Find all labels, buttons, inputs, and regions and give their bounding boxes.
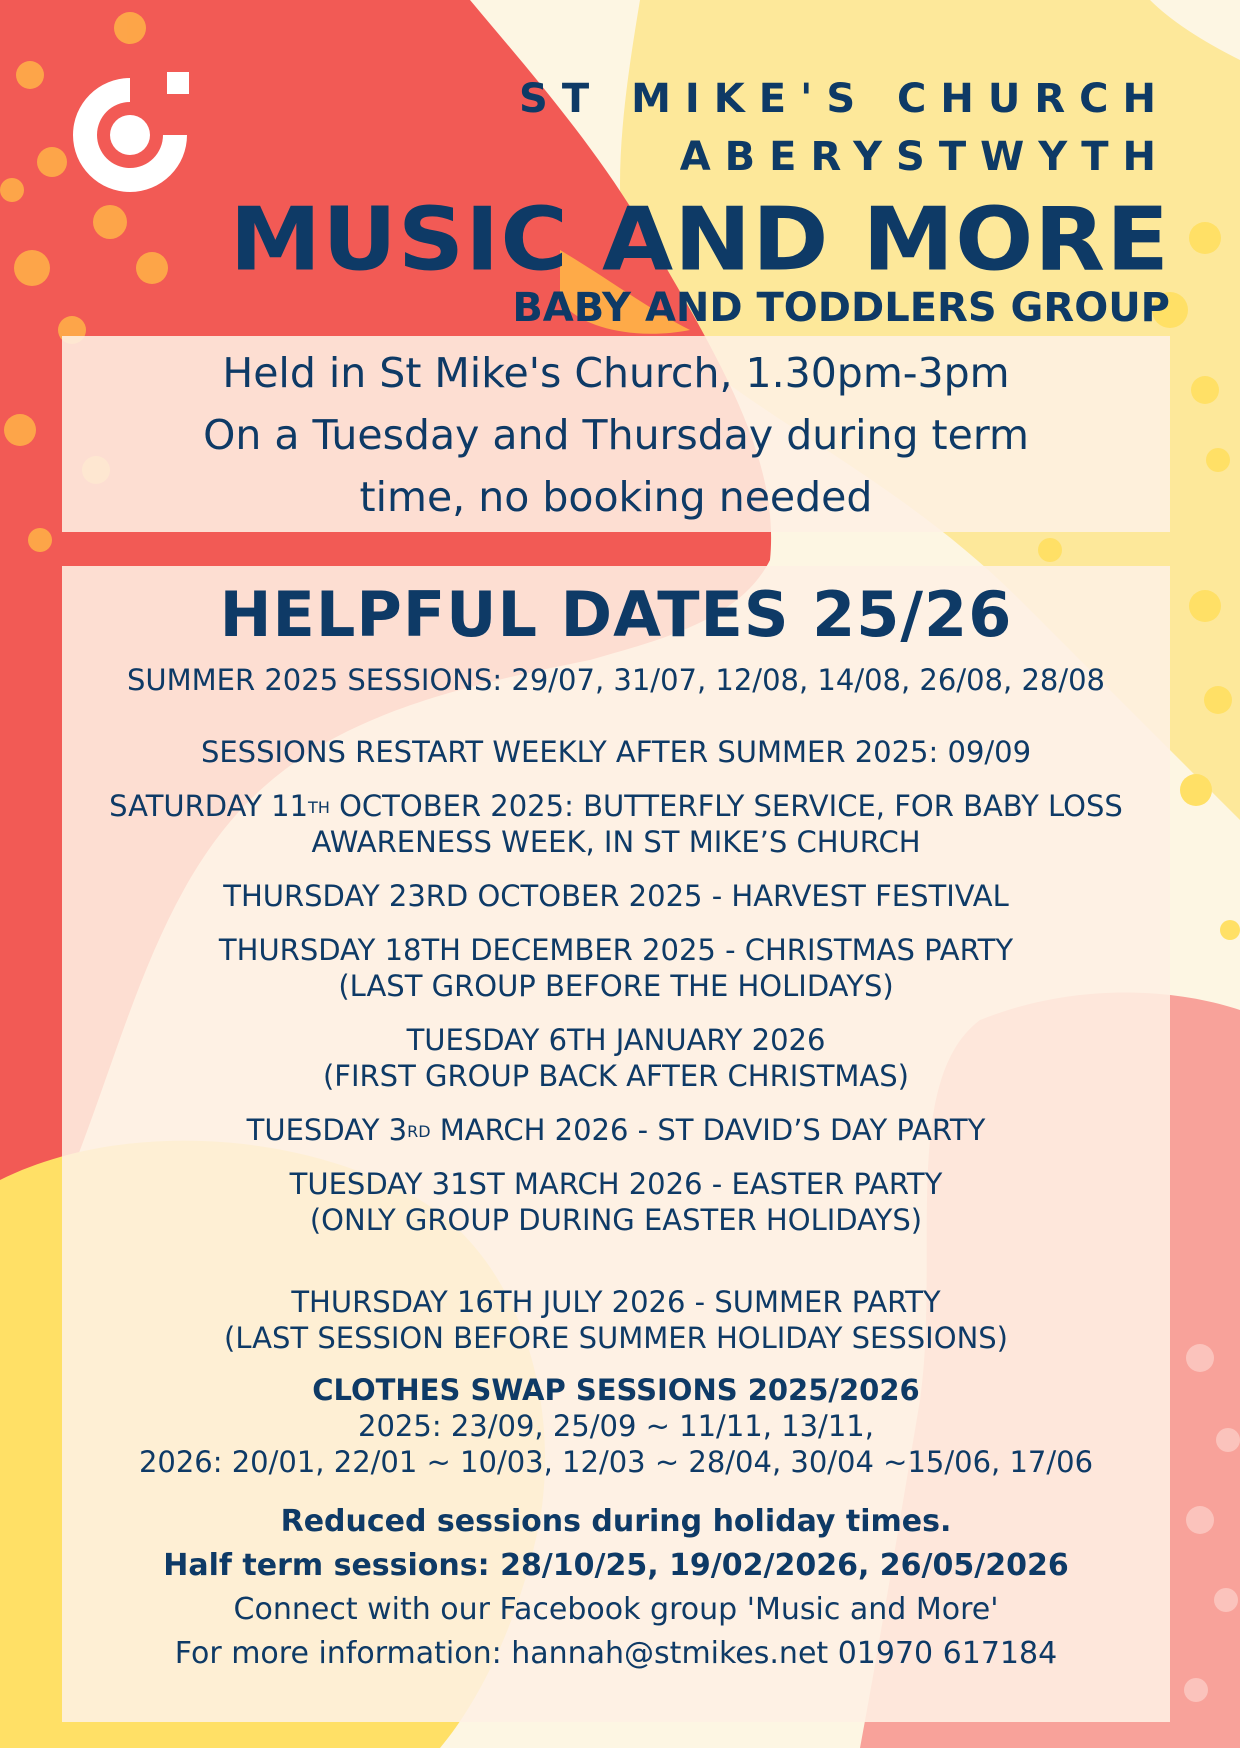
church-logo bbox=[55, 60, 205, 210]
church-name-line1: ST MIKE'S CHURCH bbox=[519, 76, 1170, 122]
christmas-line1: THURSDAY 18TH DECEMBER 2025 - CHRISTMAS PARTY bbox=[218, 933, 1014, 967]
dates-title: HELPFUL DATES 25/26 bbox=[219, 578, 1013, 651]
butterfly-post: OCTOBER 2025: BUTTERFLY SERVICE, FOR BABY LOSS bbox=[329, 789, 1123, 823]
christmas-party bbox=[62, 932, 1170, 1004]
summer-party-line2: (LAST SESSION BEFORE SUMMER HOLIDAY SESSIONS) bbox=[224, 1321, 1008, 1355]
harvest-festival: THURSDAY 23RD OCTOBER 2025 - HARVEST FESTIVAL bbox=[223, 879, 1009, 913]
info-box bbox=[62, 336, 1170, 532]
summer-party-line1: THURSDAY 16TH JULY 2026 - SUMMER PARTY bbox=[291, 1285, 941, 1319]
easter-party bbox=[62, 1166, 1170, 1238]
january-line2: (FIRST GROUP BACK AFTER CHRISTMAS) bbox=[322, 1059, 909, 1093]
butterfly-pre: SATURDAY 11 bbox=[109, 789, 309, 823]
david-post: MARCH 2026 - ST DAVID’S DAY PARTY bbox=[430, 1113, 986, 1147]
david-sup: RD bbox=[407, 1122, 431, 1141]
easter-line2: (ONLY GROUP DURING EASTER HOLIDAYS) bbox=[309, 1203, 923, 1237]
reduced-sessions: Reduced sessions during holiday times. bbox=[280, 1504, 952, 1539]
church-name-line2: ABERYSTWYTH bbox=[679, 134, 1170, 180]
butterfly-sup: TH bbox=[308, 798, 330, 817]
january-return bbox=[62, 1022, 1170, 1094]
half-term-sessions: Half term sessions: 28/10/25, 19/02/2026, 26/05/2026 bbox=[163, 1548, 1069, 1583]
info-line-2: On a Tuesday and Thursday during term bbox=[203, 411, 1029, 459]
page-title: MUSIC AND MORE bbox=[229, 188, 1170, 291]
st-davids-party bbox=[62, 1112, 1170, 1148]
butterfly-line2: AWARENESS WEEK, IN ST MIKE’S CHURCH bbox=[311, 825, 921, 859]
clothes-swap-2025: 2025: 23/09, 25/09 ~ 11/11, 13/11, bbox=[358, 1409, 874, 1443]
david-pre: TUESDAY 3 bbox=[246, 1113, 408, 1147]
christmas-line2: (LAST GROUP BEFORE THE HOLIDAYS) bbox=[338, 969, 894, 1003]
summer-party bbox=[62, 1284, 1170, 1356]
info-line-1: Held in St Mike's Church, 1.30pm-3pm bbox=[222, 349, 1010, 397]
summer-sessions: SUMMER 2025 SESSIONS: 29/07, 31/07, 12/08, 14/08, 26/08, 28/08 bbox=[126, 663, 1106, 697]
page-subtitle: BABY AND TODDLERS GROUP bbox=[512, 285, 1170, 331]
butterfly-service bbox=[62, 788, 1170, 860]
footer-info bbox=[62, 1500, 1170, 1676]
dates-box bbox=[62, 566, 1170, 1722]
clothes-swap bbox=[62, 1372, 1170, 1480]
easter-line1: TUESDAY 31ST MARCH 2026 - EASTER PARTY bbox=[289, 1167, 943, 1201]
restart-date: SESSIONS RESTART WEEKLY AFTER SUMMER 2025: 09/09 bbox=[200, 735, 1032, 769]
info-line-3: time, no booking needed bbox=[359, 473, 873, 521]
clothes-swap-2026: 2026: 20/01, 22/01 ~ 10/03, 12/03 ~ 28/04, 30/04 ~15/06, 17/06 bbox=[138, 1445, 1094, 1479]
church-name bbox=[519, 70, 1170, 186]
contact-info: For more information: hannah@stmikes.net 01970 617184 bbox=[174, 1636, 1058, 1671]
january-line1: TUESDAY 6TH JANUARY 2026 bbox=[406, 1023, 826, 1057]
clothes-swap-title: CLOTHES SWAP SESSIONS 2025/2026 bbox=[312, 1373, 920, 1407]
facebook-group: Connect with our Facebook group 'Music and More' bbox=[233, 1592, 999, 1627]
